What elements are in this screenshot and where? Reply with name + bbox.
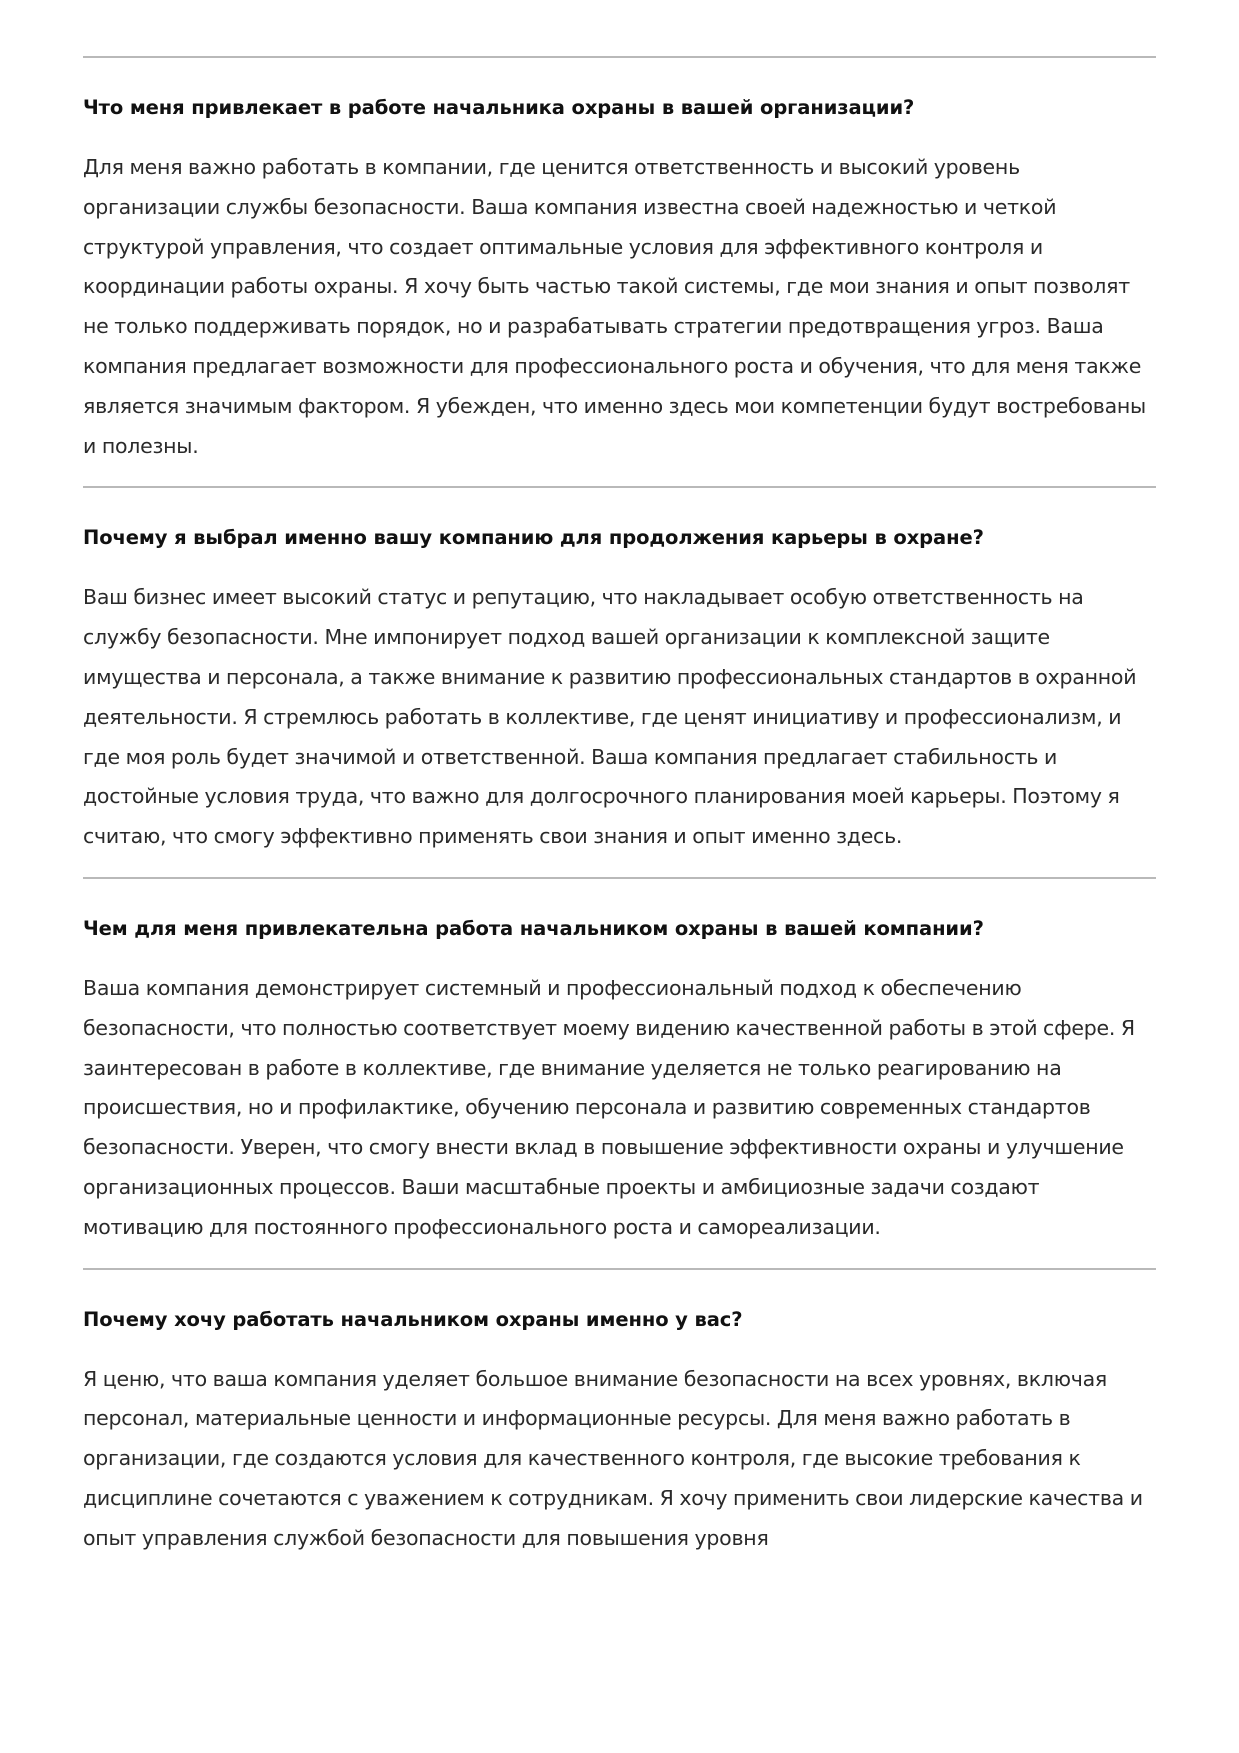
faq-section-4: [83, 1268, 1156, 1579]
section-heading: Что меня привлекает в работе начальника охраны в вашей организации?: [83, 96, 915, 119]
section-heading: Почему хочу работать начальником охраны именно у вас?: [83, 1307, 743, 1331]
section-body: Я ценю, что ваша компания уделяет большое внимание безопасности на всех уровнях, включая персонал, материальные ценности и информационные ресурсы. Для меня важно работать в организации, где создаются условия для качественного контроля, где высокие требования к дисциплине сочетаются с уважением к сотрудникам. Я хочу применить свои лидерские качества и опыт управления службой безопасности для повышения уровня: [83, 1366, 1143, 1550]
section-body: Ваша компания демонстрирует системный и профессиональный подход к обеспечению безопасности, что полностью соответствует моему видению качественной работы в этой сфере. Я заинтересован в работе в коллективе, где внимание уделяется не только реагированию на происшествия, но и профилактике, обучению персонала и развитию современных стандартов безопасности. Уверен, что смогу внести вклад в повышение эффективности охраны и улучшение организационных процессов. Ваши масштабные проекты и амбициозные задачи создают мотивацию для постоянного профессионального роста и самореализации.: [83, 975, 1135, 1239]
section-heading: Чем для меня привлекательна работа начальником охраны в вашей компании?: [83, 916, 984, 940]
document-page: [83, 56, 1156, 1579]
section-body: Для меня важно работать в компании, где ценится ответственность и высокий уровень организации службы безопасности. Ваша компания известна своей надежностью и четкой структурой управления, что создает оптимальные условия для эффективного контроля и координации работы охраны. Я хочу быть частью такой системы, где мои знания и опыт позволят не только поддерживать порядок, но и разрабатывать стратегии предотвращения угроз. Ваша компания предлагает возможности для профессионального роста и обучения, что для меня также является значимым фактором. Я убежден, что именно здесь мои компетенции будут востребованы и полезны.: [83, 155, 1146, 458]
faq-section-2: [83, 486, 1156, 877]
section-heading: Почему я выбрал именно вашу компанию для продолжения карьеры в охране?: [83, 526, 984, 550]
faq-section-1: [83, 56, 1156, 486]
section-body: Ваш бизнес имеет высокий статус и репутацию, что накладывает особую ответственность на службу безопасности. Мне импонирует подход вашей организации к комплексной защите имущества и персонала, а также внимание к развитию профессиональных стандартов в охранной деятельности. Я стремлюсь работать в коллективе, где ценят инициативу и профессионализм, и где моя роль будет значимой и ответственной. Ваша компания предлагает стабильность и достойные условия труда, что важно для долгосрочного планирования моей карьеры. Поэтому я считаю, что смогу эффективно применять свои знания и опыт именно здесь.: [83, 585, 1137, 849]
faq-section-3: [83, 877, 1156, 1268]
